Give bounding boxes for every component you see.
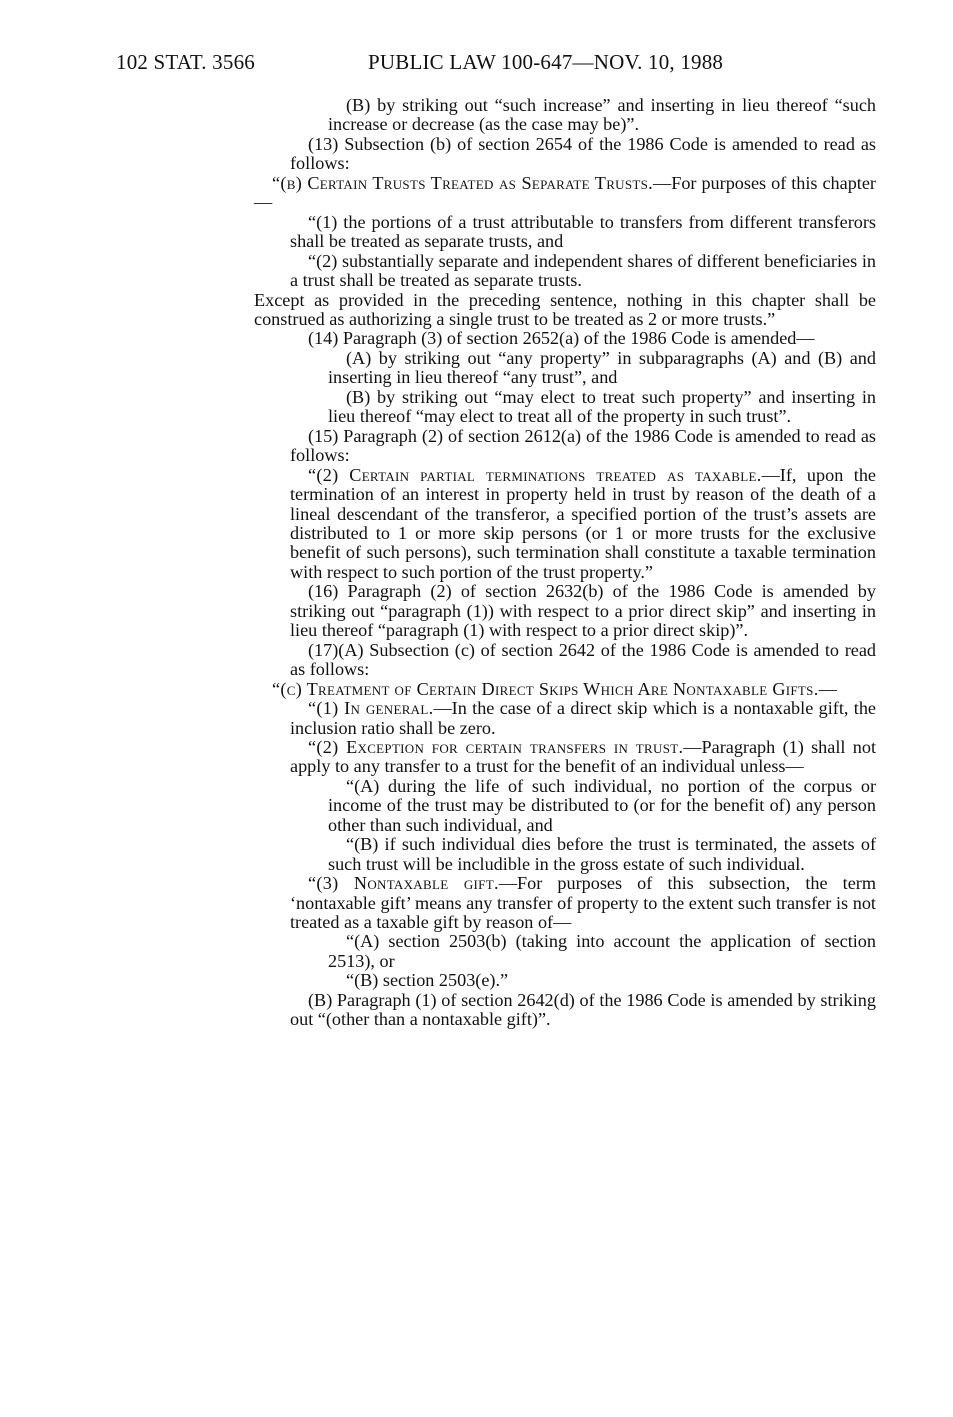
section-heading: “(2) Certain partial terminations treated as taxable. <box>308 464 762 485</box>
paragraph-13-b-clause: (B) by striking out “such increase” and inserting in lieu thereof “such increase or decrease (as the case may be)”. <box>328 95 876 135</box>
paragraph-14: (14) Paragraph (3) of section 2652(a) of the 1986 Code is amended— <box>308 328 815 349</box>
subsection-c-item-3-b: “(B) section 2503(e).” <box>346 970 509 991</box>
subsection-c-item-2-a: “(A) during the life of such individual, no portion of the corpus or income of the trust may be distributed to (or for the benefit of) any person other than such individual, and <box>328 775 876 835</box>
paragraph-13: (13) Subsection (b) of section 2654 of the 1986 Code is amended to read as follows: <box>290 133 876 174</box>
document-body <box>254 96 876 1030</box>
section-heading: “(3) Nontaxable gift. <box>308 873 499 894</box>
paragraph-14-a: (A) by striking out “any property” in subparagraphs (A) and (B) and inserting in lieu thereof “any trust”, and <box>328 347 876 388</box>
paragraph-14-b: (B) by striking out “may elect to treat such property” and inserting in lieu thereof “may elect to treat all of the property in such trust”. <box>328 386 876 427</box>
subsection-c-heading: “(c) Treatment of Certain Direct Skips Which Are Nontaxable Gifts.— <box>272 678 837 699</box>
section-heading: “(1) In general. <box>308 698 434 719</box>
subsection-b-flush: Except as provided in the preceding sentence, nothing in this chapter shall be construed as authorizing a single trust to be treated as 2 or more trusts.” <box>254 289 876 329</box>
running-title: PUBLIC LAW 100-647—NOV. 10, 1988 <box>368 50 724 74</box>
subsection-b-item-2: “(2) substantially separate and independent shares of different beneficiaries in a trust shall be treated as separate trusts. <box>290 250 876 291</box>
subsection-c-item-3: “(3) Nontaxable gift.—For purposes of this subsection, the term ‘nontaxable gift’ means any transfer of property to the extent such transfer is not treated as a taxable gift by reason of— <box>290 873 877 933</box>
subsection-c-item-1: “(1) In general.—In the case of a direct skip which is a nontaxable gift, the inclusion ratio shall be zero. <box>290 698 876 738</box>
section-heading: “(2) Exception for certain transfers in trust. <box>308 736 684 757</box>
page-number: 102 STAT. 3566 <box>116 50 255 74</box>
paragraph-17-b: (B) Paragraph (1) of section 2642(d) of the 1986 Code is amended by striking out “(other than a nontaxable gift)”. <box>290 989 876 1030</box>
subsection-c-item-2-b: “(B) if such individual dies before the trust is terminated, the assets of such trust will be includible in the gross estate of such individual. <box>328 834 876 874</box>
paragraph-15-text: “(2) Certain partial terminations treated as taxable.—If, upon the termination of an interest in property held in trust by reason of the death of a lineal descendant of the transferor, a specified portion of the trust’s assets are distributed to 1 or more skip persons (or 1 or more trusts for the exclusive benefit of such persons), such termination shall constitute a taxable termination with respect to such portion of the trust property.” <box>290 464 876 582</box>
subsection-c-item-2: “(2) Exception for certain transfers in trust.—Paragraph (1) shall not apply to any transfer to a trust for the benefit of an individual unless— <box>290 736 877 777</box>
subsection-b-heading: “(b) Certain Trusts Treated as Separate Trusts.—For purposes of this chapter— <box>254 172 876 213</box>
paragraph-17-a: (17)(A) Subsection (c) of section 2642 of the 1986 Code is amended to read as follows: <box>290 639 876 680</box>
paragraph-16: (16) Paragraph (2) of section 2632(b) of the 1986 Code is amended by striking out “paragraph (1)) with respect to a prior direct skip” and inserting in lieu thereof “paragraph (1) with respect to a prior direct skip)”. <box>290 581 876 641</box>
section-heading: “(c) Treatment of Certain Direct Skips Which Are Nontaxable Gifts. <box>272 678 819 699</box>
section-heading: “(b) Certain Trusts Treated as Separate Trusts. <box>272 172 654 193</box>
subsection-c-item-3-a: “(A) section 2503(b) (taking into account the application of section 2513), or <box>328 931 876 971</box>
paragraph-15: (15) Paragraph (2) of section 2612(a) of the 1986 Code is amended to read as follows: <box>290 425 876 466</box>
subsection-b-item-1: “(1) the portions of a trust attributable to transfers from different transferors shall be treated as separate trusts, and <box>290 211 876 252</box>
